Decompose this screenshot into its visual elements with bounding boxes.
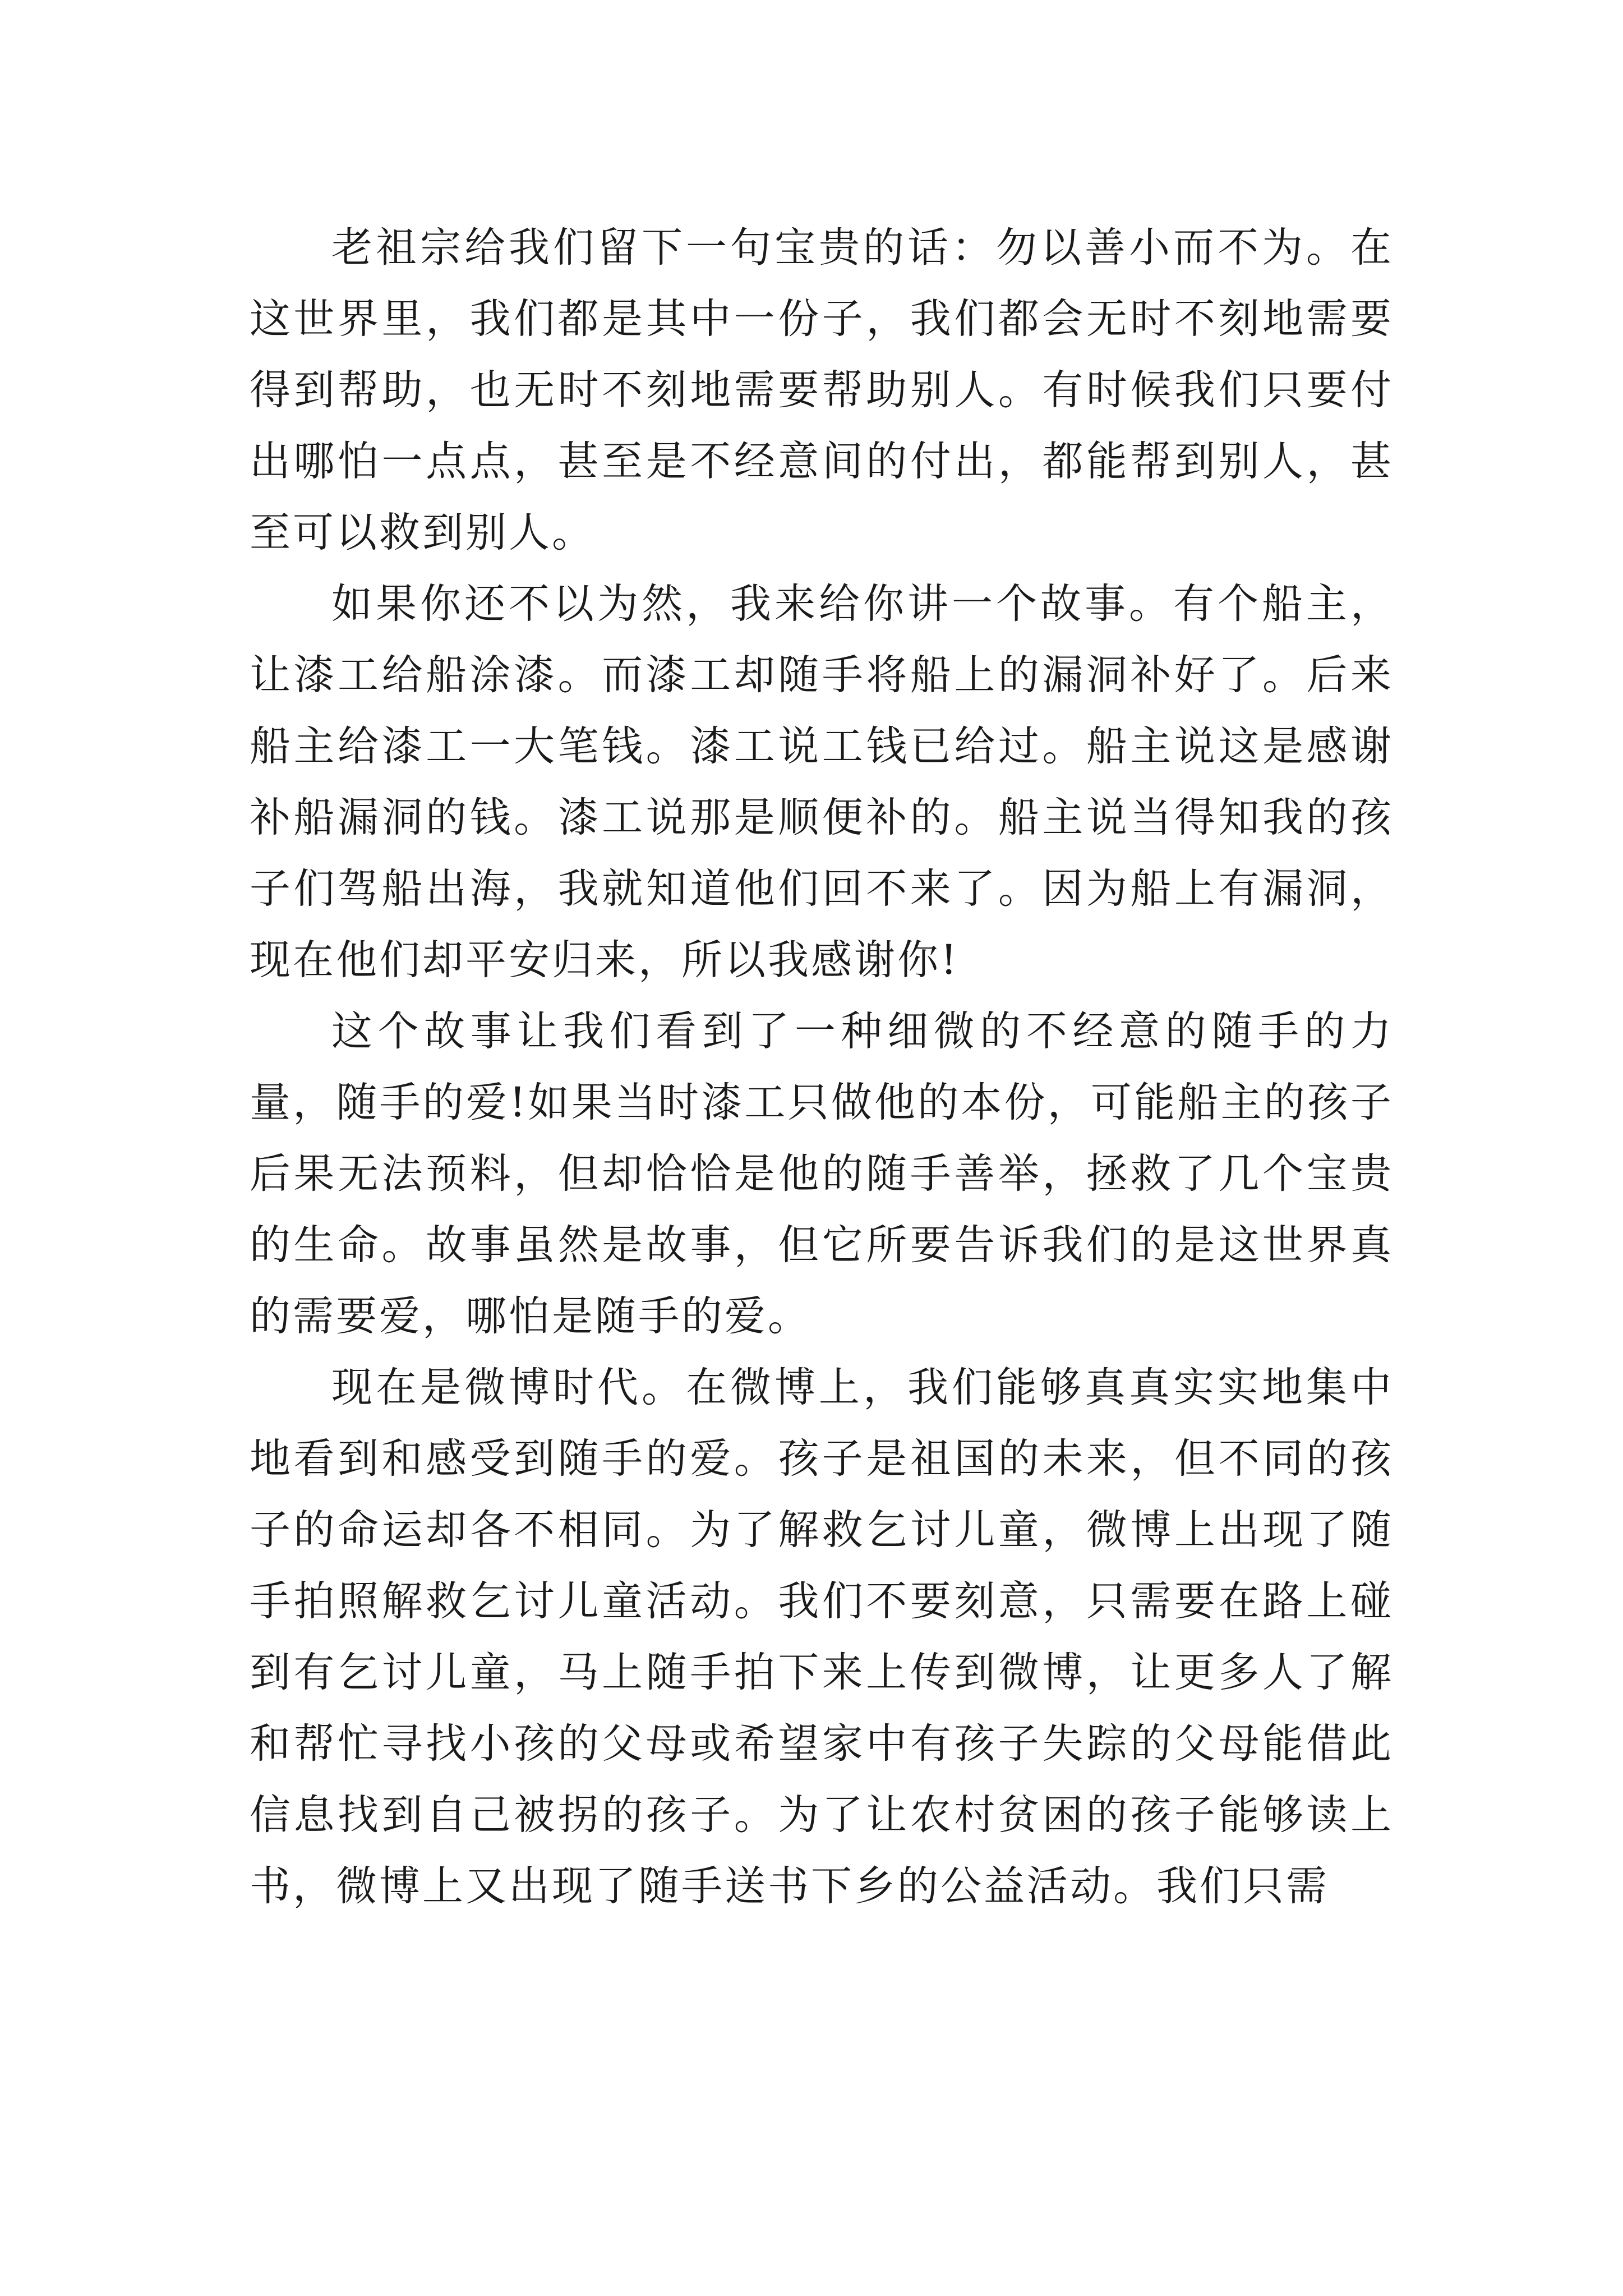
paragraph-1: 老祖宗给我们留下一句宝贵的话：勿以善小而不为。在这世界里，我们都是其中一份子，我们都会无时不刻地需要得到帮助，也无时不刻地需要帮助别人。有时候我们只要付出哪怕一点点，甚至是不经意间的付出，都能帮到别人，甚至可以救到别人。 <box>250 224 1394 556</box>
paragraph-3: 这个故事让我们看到了一种细微的不经意的随手的力量，随手的爱!如果当时漆工只做他的本份，可能船主的孩子后果无法预料，但却恰恰是他的随手善举，拯救了几个宝贵的生命。故事虽然是故事，但它所要告诉我们的是这世界真的需要爱，哪怕是随手的爱。 <box>250 1007 1394 1340</box>
paragraph-4: 现在是微博时代。在微博上，我们能够真真实实地集中地看到和感受到随手的爱。孩子是祖国的未来，但不同的孩子的命运却各不相同。为了解救乞讨儿童，微博上出现了随手拍照解救乞讨儿童活动。我们不要刻意，只需要在路上碰到有乞讨儿童，马上随手拍下来上传到微博，让更多人了解和帮忙寻找小孩的父母或希望家中有孩子失踪的父母能借此信息找到自己被拐的孩子。为了让农村贫困的孩子能够读上书，微博上又出现了随手送书下乡的公益活动。我们只需 <box>250 1364 1394 1910</box>
paragraph-2: 如果你还不以为然，我来给你讲一个故事。有个船主，让漆工给船涂漆。而漆工却随手将船上的漏洞补好了。后来船主给漆工一大笔钱。漆工说工钱已给过。船主说这是感谢补船漏洞的钱。漆工说那是顺便补的。船主说当得知我的孩子们驾船出海，我就知道他们回不来了。因为船上有漏洞，现在他们却平安归来，所以我感谢你! <box>250 580 1394 984</box>
document-body <box>250 212 1394 1922</box>
